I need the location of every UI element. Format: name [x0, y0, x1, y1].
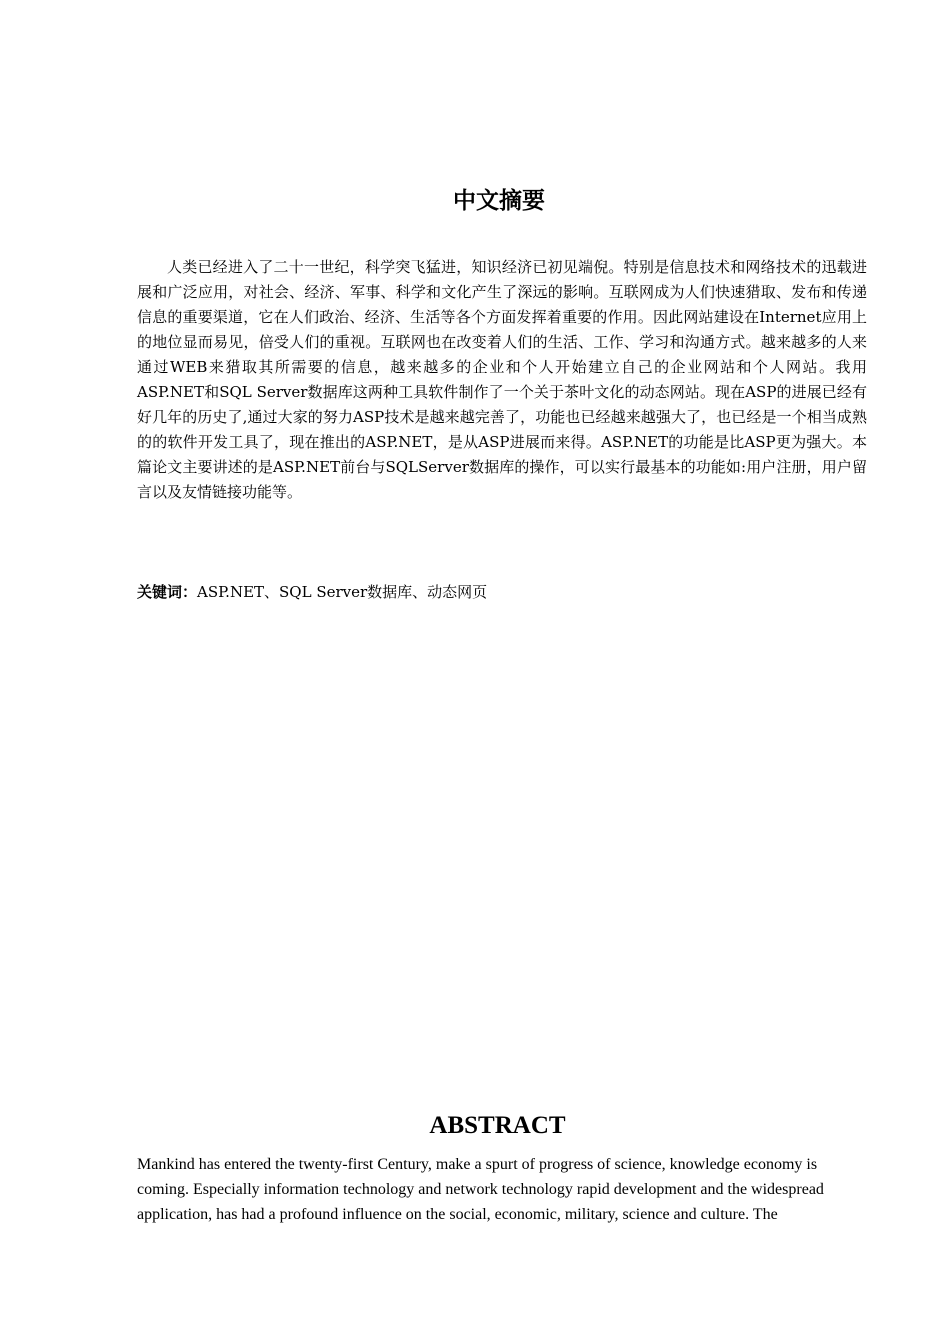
english-abstract-body: Mankind has entered the twenty-first Century, make a spurt of progress of science, knowledge economy is coming. Especially information technology and network technology rapid development and the widespread application, has had a profound influence on the social, economic, military, science and culture. The [137, 1156, 824, 1223]
chinese-abstract-body: 人类已经进入了二十一世纪，科学突飞猛进，知识经济已初见端倪。特别是信息技术和网络技术的迅载进展和广泛应用，对社会、经济、军事、科学和文化产生了深远的影响。互联网成为人们快速猎取、发布和传递信息的重要渠道，它在人们政治、经济、生活等各个方面发挥着重要的作用。因此网站建设在Internet应用上的地位显而易见，倍受人们的重视。互联网也在改变着人们的生活、工作、学习和沟通方式。越来越多的人来通过WEB来猎取其所需要的信息，越来越多的企业和个人开始建立自己的企业网站和个人网站。我用ASP.NET和SQL Server数据库这两种工具软件制作了一个关于茶叶文化的动态网站。现在ASP的进展已经有好几年的历史了,通过大家的努力ASP技术是越来越完善了，功能也已经越来越强大了，也已经是一个相当成熟的的软件开发工具了，现在推出的ASP.NET，是从ASP进展而来得。ASP.NET的功能是比ASP更为强大。本篇论文主要讲述的是ASP.NET前台与SQLServer数据库的操作，可以实行最基本的功能如:用户注册，用户留言以及友情链接功能等。 [137, 258, 867, 501]
chinese-keywords [137, 580, 867, 604]
chinese-abstract-title: 中文摘要 [453, 188, 545, 214]
english-abstract-title: ABSTRACT [429, 1112, 566, 1139]
keywords-text: ASP.NET、SQL Server数据库、动态网页 [197, 583, 488, 601]
keywords-label: 关键词： [137, 583, 198, 601]
